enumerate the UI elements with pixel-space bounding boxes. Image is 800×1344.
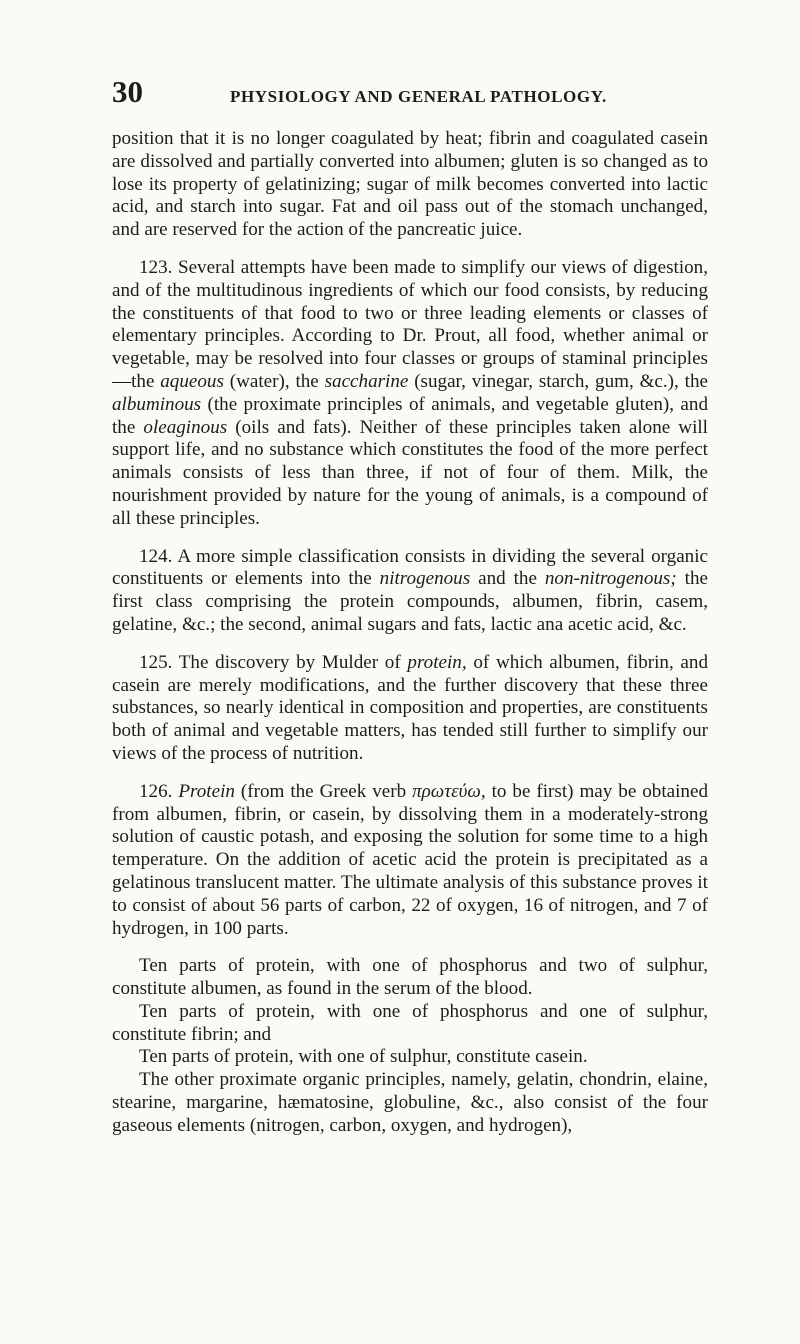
formula-casein: Ten parts of protein, with one of sulphur, constitute casein.: [139, 1046, 588, 1068]
text-run: 126.: [139, 780, 179, 802]
greek-word: πρωτεύω,: [412, 780, 486, 802]
paragraph-123: [112, 257, 708, 531]
text-run: (the proximate principles of animals, and vegetable gluten), and the: [112, 393, 708, 438]
formula-fibrin: Ten parts of protein, with one of phosphorus and one of sulphur, constitute fibrin; and: [112, 1000, 708, 1045]
paragraph-124: [112, 546, 708, 637]
term-aqueous: aqueous: [160, 370, 224, 392]
term-oleaginous: oleaginous: [143, 416, 228, 438]
text-run: 123. Several attempts have been made to simplify our views of digestion, and of the multitudinous ingredients of which our food consists, by reducing the constituents of that food to two or three leading elements or classes of elementary principles. According to Dr. Prout, all food, whether animal or vegetable, may be resolved into four classes or groups of staminal principles—the: [112, 256, 708, 392]
text-run: 125. The discovery by Mulder of: [139, 651, 408, 673]
text-run: of which albumen, fibrin, and casein are merely modifications, and the further discovery that these three substances, so nearly identical in composition and properties, are constituents both of animal and vegetable matters, has tended still further to simplify our views of the process of nutrition.: [112, 651, 708, 764]
text-run: and the: [470, 568, 545, 590]
text-run: 124. A more simple classification consists in dividing the several organic constituents or elements into the: [112, 545, 708, 590]
paragraph-continuation: position that it is no longer coagulated by heat; fibrin and coagulated casein are dissolved and partially converted into albumen; gluten is so changed as to lose its property of gelatinizing; sugar of milk becomes converted into lactic acid, and starch into sugar. Fat and oil pass out of the stomach unchanged, and are reserved for the action of the pancreatic juice.: [112, 128, 708, 241]
page-header: [112, 74, 712, 114]
text-run: the first class comprising the protein compounds, albumen, fibrin, casem, gelatine, &c.; the second, animal sugars and fats, lactic ana acetic acid, &c.: [112, 568, 708, 635]
term-protein-heading: Protein: [178, 780, 235, 802]
paragraph-proximate-principles: The other proximate organic principles, namely, gelatin, chondrin, elaine, stearine, margarine, hæmatosine, globuline, &c., also consist of the four gaseous elements (nitrogen, carbon, oxygen, and hydrogen),: [112, 1069, 708, 1136]
term-non-nitrogenous: non-nitrogenous;: [544, 568, 677, 590]
text-run: (sugar, vinegar, starch, gum, &c.), the: [408, 370, 708, 392]
text-run: (from the Greek verb: [234, 780, 413, 802]
paragraph-125: [112, 652, 708, 766]
text-run: to be first) may be obtained from albumen, fibrin, or casein, by dissolving them in a moderately-strong solution of caustic potash, and exposing the solution for some time to a high temperature. On the addition of acetic acid the protein is precipitated as a gelatinous translucent matter. The ultimate analysis of this substance proves it to consist of about 56 parts of carbon, 22 of oxygen, 16 of nitrogen, and 7 of hydrogen, in 100 parts.: [112, 780, 708, 939]
term-nitrogenous: nitrogenous: [379, 568, 471, 590]
term-protein: protein,: [407, 651, 467, 673]
term-saccharine: saccharine: [324, 370, 409, 392]
body-text: [112, 128, 708, 1138]
running-title: PHYSIOLOGY AND GENERAL PATHOLOGY.: [230, 87, 607, 106]
paragraph-126: [112, 781, 708, 941]
formula-albumen: Ten parts of protein, with one of phosphorus and two of sulphur, constitute albumen, as found in the serum of the blood.: [112, 955, 708, 1000]
page-number: 30: [112, 74, 143, 109]
text-run: (oils and fats). Neither of these principles taken alone will support life, and no substance which constitutes the food of the more perfect animals consists of less than three, if not of four of them. Milk, the nourishment provided by nature for the young of animals, is a compound of all these principles.: [112, 416, 708, 529]
term-albuminous: albuminous: [112, 393, 202, 415]
text-run: (water), the: [223, 370, 325, 392]
